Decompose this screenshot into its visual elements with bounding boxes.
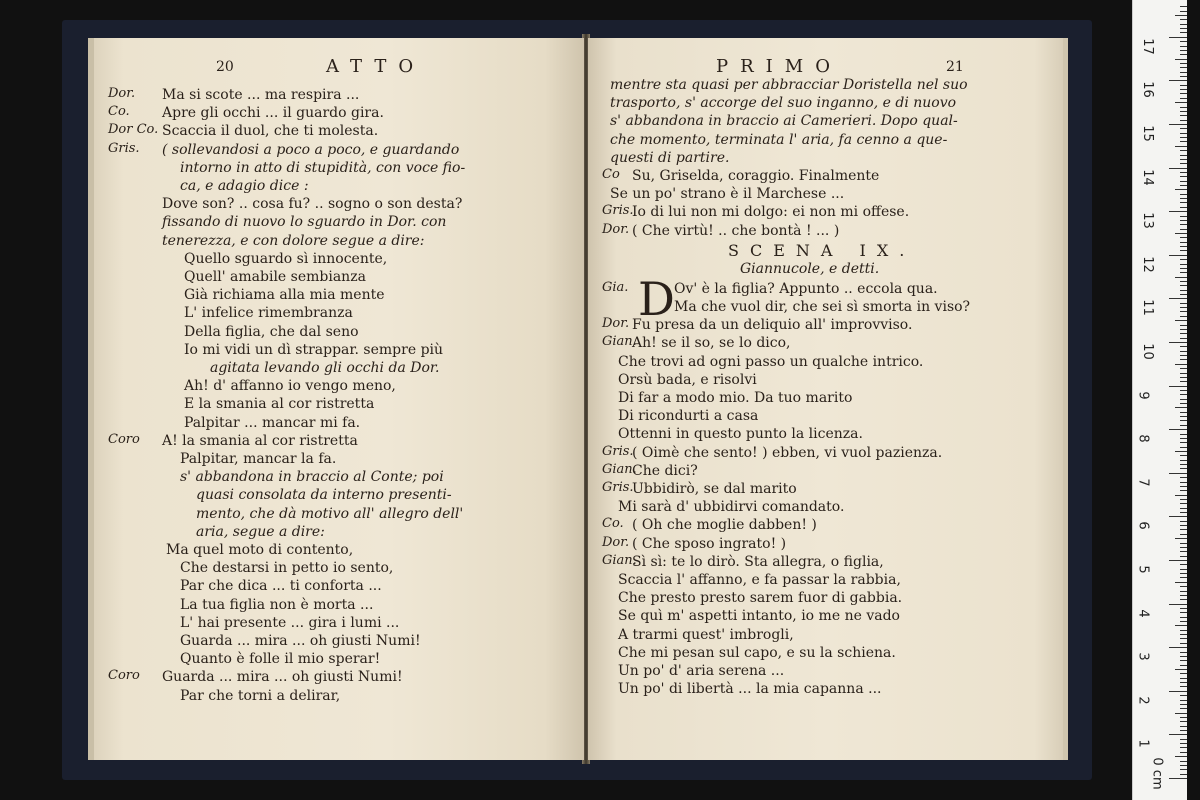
ruler-tick <box>1180 747 1187 748</box>
speaker-label: Dor. <box>602 221 630 237</box>
ruler-tick <box>1180 107 1187 108</box>
ruler-tick <box>1180 442 1187 443</box>
ruler-tick <box>1180 499 1187 500</box>
ruler-tick <box>1175 146 1187 147</box>
ruler-tick <box>1180 656 1187 657</box>
text-line: questi di partire. <box>610 149 730 166</box>
ruler-tick <box>1180 216 1187 217</box>
ruler-tick <box>1180 464 1187 465</box>
ruler-number: 5 <box>1135 565 1151 574</box>
ruler-tick <box>1180 678 1187 679</box>
speaker-label: Gian. <box>602 552 637 568</box>
ruler-tick <box>1169 560 1187 561</box>
ruler-number: 1 <box>1135 739 1151 749</box>
text-line: Di ricondurti a casa <box>618 408 759 425</box>
ruler-tick <box>1180 617 1187 618</box>
ruler-tick <box>1180 137 1187 138</box>
ruler-tick <box>1180 325 1187 326</box>
ruler-tick <box>1180 743 1187 744</box>
ruler-tick <box>1175 102 1187 103</box>
ruler-tick <box>1169 734 1187 735</box>
ruler-tick <box>1180 416 1187 417</box>
ruler-tick <box>1180 285 1187 286</box>
ruler-tick <box>1180 50 1187 51</box>
ruler-tick <box>1180 28 1187 29</box>
ruler-tick <box>1180 621 1187 622</box>
text-line: che momento, terminata l' aria, fa cenno a que- <box>610 131 948 148</box>
ruler-tick <box>1180 638 1187 639</box>
text-line: Ah! se il so, se lo dico, <box>632 335 791 352</box>
text-line: Quell' amabile sembianza <box>184 269 366 285</box>
ruler-tick <box>1175 538 1187 539</box>
ruler-tick <box>1180 468 1187 469</box>
text-line: L' infelice rimembranza <box>184 305 353 322</box>
ruler-tick <box>1180 72 1187 73</box>
ruler-tick <box>1180 264 1187 265</box>
ruler-tick <box>1169 211 1187 212</box>
ruler-tick <box>1180 377 1187 378</box>
ruler-tick <box>1175 277 1187 278</box>
ruler-tick <box>1180 765 1187 766</box>
text-line: Che trovi ad ogni passo un qualche intrico. <box>618 353 924 370</box>
ruler-tick <box>1180 54 1187 55</box>
ruler-tick <box>1180 268 1187 269</box>
ruler-tick <box>1175 669 1187 670</box>
ruler-tick <box>1180 420 1187 421</box>
ruler-tick <box>1180 686 1187 687</box>
speaker-label: Gris. <box>602 480 634 495</box>
ruler-tick <box>1180 198 1187 199</box>
ruler-tick <box>1175 364 1187 365</box>
ruler-tick <box>1169 342 1187 343</box>
ruler-tick <box>1180 93 1187 94</box>
ruler-tick <box>1180 403 1187 404</box>
ruler-tick <box>1180 163 1187 164</box>
text-line: Che destarsi in petto io sento, <box>180 560 394 577</box>
speaker-label: Dor. <box>602 534 630 550</box>
ruler-number: 4 <box>1135 608 1151 618</box>
ruler-tick <box>1180 704 1187 705</box>
ruler-tick <box>1180 503 1187 504</box>
text-line: Su, Griselda, coraggio. Finalmente <box>632 168 880 184</box>
text-line: Quello sguardo sì innocente, <box>184 250 388 267</box>
text-line: Dove son? .. cosa fu? .. sogno o son desta? <box>162 196 463 213</box>
speaker-label: Gian. <box>602 334 637 350</box>
page-number: 20 <box>216 59 234 75</box>
speaker-label: Gris. <box>602 203 634 219</box>
ruler-tick <box>1180 569 1187 570</box>
ruler-tick <box>1180 774 1187 775</box>
text-line: Già richiama alla mia mente <box>184 287 385 304</box>
ruler-tick <box>1180 11 1187 12</box>
ruler-tick <box>1180 529 1187 530</box>
ruler-tick <box>1180 486 1187 487</box>
ruler-tick <box>1175 189 1187 190</box>
ruler-tick <box>1180 120 1187 121</box>
scene-title: SCENA IX. <box>728 240 916 260</box>
text-line: A trarmi quest' imbrogli, <box>618 626 794 643</box>
ruler-tick <box>1180 351 1187 352</box>
ruler-number: 2 <box>1135 696 1151 705</box>
text-line: ca, e adagio dice : <box>180 178 309 194</box>
ruler-tick <box>1180 194 1187 195</box>
ruler-tick <box>1180 673 1187 674</box>
text-line: Apre gli occhi ... il guardo gira. <box>162 105 384 122</box>
ruler-number: 16 <box>1139 81 1155 99</box>
ruler-tick <box>1180 373 1187 374</box>
ruler-tick <box>1175 582 1187 583</box>
text-line: A! la smania al cor ristretta <box>162 432 358 449</box>
text-line: s' abbandona in braccio al Conte; poi <box>180 469 444 486</box>
ruler-tick <box>1180 721 1187 722</box>
ruler-tick <box>1180 660 1187 661</box>
text-line: La tua figlia non è morta ... <box>180 596 374 613</box>
left-page-header <box>94 56 584 80</box>
ruler-tick <box>1169 124 1187 125</box>
ruler-tick <box>1175 756 1187 757</box>
text-line: Guarda ... mira ... oh giusti Numi! <box>180 633 421 649</box>
text-line: Palpitar ... mancar mi fa. <box>184 414 361 431</box>
ruler-tick <box>1175 451 1187 452</box>
speaker-label: Gian. <box>602 461 637 477</box>
text-line: mento, che dà motivo all' allegro dell' <box>196 505 464 522</box>
ruler-tick <box>1180 708 1187 709</box>
ruler-tick <box>1180 769 1187 770</box>
ruler-tick <box>1180 98 1187 99</box>
ruler-tick <box>1180 599 1187 600</box>
ruler-tick <box>1180 460 1187 461</box>
ruler-tick <box>1180 294 1187 295</box>
text-line: mentre sta quasi per abbracciar Doristella nel suo <box>610 77 968 93</box>
ruler-tick <box>1180 242 1187 243</box>
text-line: trasporto, s' accorge del suo inganno, e di nuovo <box>610 95 957 112</box>
text-line: s' abbandona in braccio ai Camerieri. Dopo qual- <box>610 113 958 130</box>
ruler-tick <box>1169 516 1187 517</box>
ruler-tick <box>1180 303 1187 304</box>
text-line: intorno in atto di stupidità, con voce fio- <box>180 159 466 176</box>
ruler-tick <box>1180 224 1187 225</box>
text-line: Ov' è la figlia? Appunto .. eccola qua. <box>674 280 938 297</box>
right-page <box>588 38 1068 760</box>
ruler-tick <box>1180 259 1187 260</box>
text-line: fissando di nuovo lo sguardo in Dor. con <box>162 214 447 231</box>
text-line: Mi sarà d' ubbidirvi comandato. <box>618 499 845 516</box>
ruler-tick <box>1169 386 1187 387</box>
text-line: Della figlia, che dal seno <box>184 323 359 340</box>
speaker-label: Gia. <box>602 279 629 295</box>
ruler-tick <box>1175 15 1187 16</box>
text-line: Io di lui non mi dolgo: ei non mi offese. <box>632 204 910 221</box>
ruler-tick <box>1180 85 1187 86</box>
ruler-tick <box>1180 24 1187 25</box>
ruler-tick <box>1180 665 1187 666</box>
speaker-label: Gris. <box>108 140 140 156</box>
text-line: Che presto presto sarem fuor di gabbia. <box>618 590 903 607</box>
ruler-tick <box>1180 547 1187 548</box>
ruler-tick <box>1180 329 1187 330</box>
ruler-tick <box>1169 37 1187 38</box>
ruler-tick <box>1180 368 1187 369</box>
ruler-tick <box>1180 6 1187 7</box>
ruler-number: 17 <box>1139 38 1155 55</box>
text-line: Se quì m' aspetti intanto, io me ne vado <box>618 608 900 625</box>
ruler-tick <box>1175 713 1187 714</box>
ruler-tick <box>1180 482 1187 483</box>
ruler-tick <box>1169 691 1187 692</box>
ruler-tick <box>1169 80 1187 81</box>
ruler-tick <box>1180 643 1187 644</box>
ruler-tick <box>1180 381 1187 382</box>
text-line: Che mi pesan sul capo, e su la schiena. <box>618 644 896 661</box>
ruler-tick <box>1175 59 1187 60</box>
ruler-number: 8 <box>1135 434 1151 443</box>
text-line: Ma che vuol dir, che sei sì smorta in viso? <box>674 299 971 315</box>
ruler-tick <box>1180 399 1187 400</box>
ruler-tick <box>1169 255 1187 256</box>
ruler-tick <box>1180 586 1187 587</box>
ruler-tick <box>1180 333 1187 334</box>
ruler-tick <box>1180 752 1187 753</box>
ruler-number: 11 <box>1139 299 1155 317</box>
ruler-tick <box>1169 429 1187 430</box>
ruler-tick <box>1180 447 1187 448</box>
text-line: Sì sì: te lo dirò. Sta allegra, o figlia, <box>632 553 884 570</box>
text-line: Che dici? <box>632 462 698 479</box>
text-line: Scaccia il duol, che ti molesta. <box>162 123 379 140</box>
ruler-tick <box>1180 229 1187 230</box>
ruler-tick <box>1169 647 1187 648</box>
ruler-tick <box>1180 761 1187 762</box>
ruler-tick <box>1180 573 1187 574</box>
text-line: Scaccia l' affanno, e fa passar la rabbia, <box>618 572 901 588</box>
text-line: Par che dica ... ti conforta ... <box>180 578 382 595</box>
ruler-tick <box>1180 543 1187 544</box>
ruler-tick <box>1180 250 1187 251</box>
ruler-tick <box>1180 730 1187 731</box>
ruler-tick <box>1180 346 1187 347</box>
ruler-tick <box>1169 168 1187 169</box>
text-line: ( Oh che moglie dabben! ) <box>632 517 817 534</box>
ruler-tick <box>1180 355 1187 356</box>
ruler-tick <box>1180 207 1187 208</box>
ruler-tick <box>1180 185 1187 186</box>
text-line: L' hai presente ... gira i lumi ... <box>180 614 400 631</box>
ruler-tick <box>1180 181 1187 182</box>
ruler-tick <box>1169 473 1187 474</box>
text-line: ( Oimè che sento! ) ebben, vi vuol pazienza. <box>632 444 943 461</box>
ruler-tick <box>1175 320 1187 321</box>
text-line: ( Che sposo ingrato! ) <box>632 535 787 552</box>
measuring-ruler <box>1132 0 1187 800</box>
ruler-number: 7 <box>1135 478 1151 487</box>
ruler-tick <box>1169 778 1187 779</box>
ruler-tick <box>1180 159 1187 160</box>
speaker-label: Dor Co. <box>108 122 159 138</box>
speaker-label: Dor. <box>108 86 136 101</box>
ruler-tick <box>1180 150 1187 151</box>
scene-cast: Giannucole, e detti. <box>740 260 880 277</box>
ruler-tick <box>1180 202 1187 203</box>
ruler-tick <box>1180 311 1187 312</box>
text-line: Quanto è folle il mio sperar! <box>180 651 381 668</box>
text-line: Ottenni in questo punto la licenza. <box>618 426 863 443</box>
ruler-tick <box>1180 490 1187 491</box>
ruler-tick <box>1180 630 1187 631</box>
text-line: ( sollevandosi a poco a poco, e guardando <box>162 141 460 158</box>
text-line: Ma si scote ... ma respira ... <box>162 87 360 103</box>
ruler-tick <box>1180 534 1187 535</box>
running-head: PRIMO <box>716 56 842 77</box>
ruler-tick <box>1180 237 1187 238</box>
drop-cap: D <box>638 271 675 326</box>
ruler-tick <box>1180 220 1187 221</box>
ruler-tick <box>1180 246 1187 247</box>
text-line: Ma quel moto di contento, <box>166 542 354 558</box>
text-line: tenerezza, e con dolore segue a dire: <box>162 232 425 249</box>
ruler-tick <box>1180 133 1187 134</box>
ruler-tick <box>1180 652 1187 653</box>
text-line: Ah! d' affanno io vengo meno, <box>184 378 396 395</box>
ruler-tick <box>1180 272 1187 273</box>
ruler-number: 12 <box>1139 256 1155 273</box>
ruler-tick <box>1180 63 1187 64</box>
ruler-tick <box>1180 46 1187 47</box>
ruler-tick <box>1180 359 1187 360</box>
speaker-label: Coro <box>108 431 140 447</box>
ruler-tick <box>1180 316 1187 317</box>
left-page <box>88 38 584 760</box>
ruler-number: 6 <box>1135 521 1151 531</box>
ruler-tick <box>1180 438 1187 439</box>
ruler-tick <box>1180 512 1187 513</box>
ruler-tick <box>1180 394 1187 395</box>
text-line: Par che torni a delirar, <box>180 687 341 704</box>
ruler-tick <box>1180 608 1187 609</box>
ruler-tick <box>1180 726 1187 727</box>
ruler-tick <box>1180 128 1187 129</box>
ruler-tick <box>1169 298 1187 299</box>
ruler-tick <box>1180 425 1187 426</box>
speaker-label: Coro <box>108 668 140 684</box>
ruler-tick <box>1180 508 1187 509</box>
ruler-tick <box>1175 233 1187 234</box>
ruler-tick <box>1180 700 1187 701</box>
text-line: aria, segue a dire: <box>196 523 325 540</box>
ruler-number: 15 <box>1139 125 1155 142</box>
text-line: agitata levando gli occhi da Dor. <box>210 360 440 376</box>
ruler-tick <box>1180 67 1187 68</box>
ruler-tick <box>1180 32 1187 33</box>
text-line: Palpitar, mancar la fa. <box>180 451 337 467</box>
ruler-tick <box>1180 172 1187 173</box>
ruler-number: 9 <box>1135 390 1151 400</box>
ruler-tick <box>1180 455 1187 456</box>
text-line: Ubbidirò, se dal marito <box>632 481 797 497</box>
text-line: Fu presa da un deliquio all' improvviso. <box>632 317 913 334</box>
text-line: ( Che virtù! .. che bontà ! ... ) <box>632 222 840 239</box>
ruler-tick <box>1180 595 1187 596</box>
ruler-tick <box>1180 89 1187 90</box>
ruler-tick <box>1180 551 1187 552</box>
ruler-tick <box>1180 155 1187 156</box>
ruler-tick <box>1180 612 1187 613</box>
ruler-tick <box>1169 604 1187 605</box>
ruler-tick <box>1180 115 1187 116</box>
ruler-tick <box>1175 407 1187 408</box>
ruler-tick <box>1180 176 1187 177</box>
ruler-tick <box>1180 19 1187 20</box>
ruler-number: 14 <box>1139 168 1155 186</box>
running-head: ATTO <box>326 56 426 77</box>
text-line: Un po' di libertà ... la mia capanna ... <box>618 681 882 698</box>
ruler-tick <box>1180 634 1187 635</box>
ruler-tick <box>1180 412 1187 413</box>
ruler-tick <box>1180 111 1187 112</box>
ruler-tick <box>1180 290 1187 291</box>
ruler-tick <box>1180 577 1187 578</box>
text-line: quasi consolata da interno presenti- <box>196 487 452 504</box>
ruler-tick <box>1180 739 1187 740</box>
ruler-tick <box>1180 76 1187 77</box>
text-line: Io mi vidi un dì strappar. sempre più <box>184 341 444 358</box>
page-number: 21 <box>946 59 964 75</box>
ruler-number: 3 <box>1135 652 1151 661</box>
ruler-tick <box>1180 41 1187 42</box>
text-line: E la smania al cor ristretta <box>184 396 375 413</box>
ruler-tick <box>1175 625 1187 626</box>
ruler-tick <box>1175 495 1187 496</box>
ruler-number: 10 <box>1139 343 1155 360</box>
ruler-tick <box>1180 281 1187 282</box>
speaker-label: Co <box>602 167 620 182</box>
speaker-label: Gris. <box>602 443 634 459</box>
text-line: Guarda ... mira ... oh giusti Numi! <box>162 669 403 686</box>
text-line: Un po' d' aria serena ... <box>618 663 785 679</box>
text-line: Orsù bada, e risolvi <box>618 371 757 388</box>
ruler-tick <box>1180 564 1187 565</box>
speaker-label: Co. <box>602 516 624 532</box>
ruler-zero-label: 0 cm <box>1149 757 1165 790</box>
ruler-tick <box>1180 591 1187 592</box>
ruler-tick <box>1180 141 1187 142</box>
ruler-tick <box>1180 434 1187 435</box>
ruler-tick <box>1180 307 1187 308</box>
ruler-number: 13 <box>1139 212 1155 229</box>
ruler-tick <box>1180 477 1187 478</box>
ruler-tick <box>1180 521 1187 522</box>
speaker-label: Co. <box>108 104 130 120</box>
ruler-tick <box>1180 695 1187 696</box>
ruler-tick <box>1180 338 1187 339</box>
ruler-tick <box>1180 717 1187 718</box>
ruler-tick <box>1180 556 1187 557</box>
text-line: Se un po' strano è il Marchese ... <box>610 186 845 203</box>
text-line: Di far a modo mio. Da tuo marito <box>618 390 853 406</box>
speaker-label: Dor. <box>602 316 630 332</box>
ruler-tick <box>1180 390 1187 391</box>
ruler-tick <box>1180 525 1187 526</box>
ruler-tick <box>1180 682 1187 683</box>
